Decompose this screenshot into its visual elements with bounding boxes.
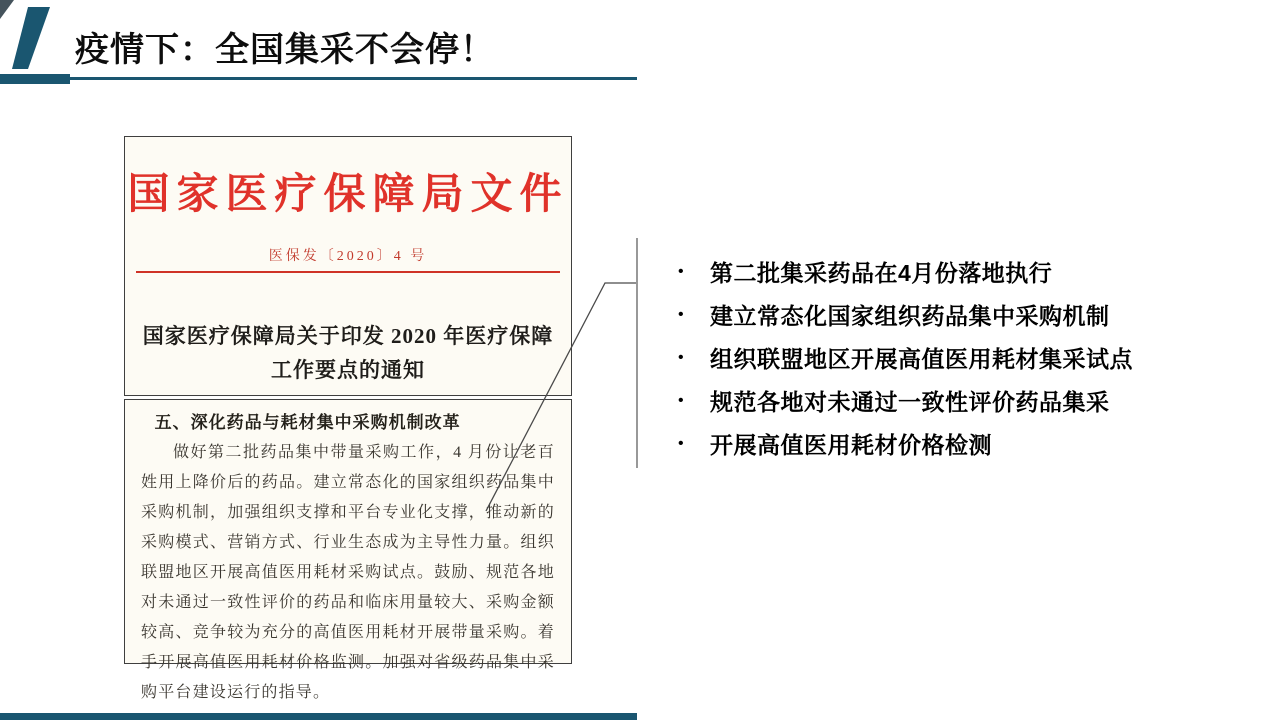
bottom-accent-bar — [0, 713, 637, 720]
bullet-dot-icon: • — [678, 391, 684, 409]
title-accent-bar — [0, 74, 70, 84]
document-notice-title-line2: 工作要点的通知 — [271, 358, 425, 382]
document-letterhead-box — [124, 136, 572, 396]
bullet-label: 第二批集采药品在4月份落地执行 — [710, 260, 1053, 286]
document-section-heading: 五、深化药品与耗材集中采购机制改革 — [154, 413, 461, 432]
bullet-dot-icon: • — [678, 262, 684, 280]
bullet-dot-icon: • — [678, 305, 684, 323]
list-item — [678, 379, 1133, 422]
bullet-dot-icon: • — [678, 434, 684, 452]
list-item — [678, 293, 1133, 336]
document-body-box — [124, 399, 572, 701]
document-notice-title-line1: 国家医疗保障局关于印发 2020 年医疗保障 — [142, 324, 554, 348]
document-letterhead-title: 国家医疗保障局文件 — [127, 172, 569, 218]
list-item — [678, 336, 1133, 379]
page-title: 疫情下：全国集采不会停！ — [75, 31, 495, 69]
bullet-label: 建立常态化国家组织药品集中采购机制 — [710, 303, 1110, 329]
list-item — [678, 250, 1133, 293]
document-number: 医保发〔2020〕4 号 — [268, 249, 428, 264]
bullet-label: 开展高值医用耗材价格检测 — [710, 432, 992, 458]
document-body-text: 做好第二批药品集中带量采购工作，4 月份让老百姓用上降价后的药品。建立常态化的国家组织药品集中采购机制，加强组织支撑和平台专业化支撑，推动新的采购模式、营销方式、行业生态成为主导性力量。组织联盟地区开展高值医用耗材采购试点。鼓励、规范各地对未通过一致性评价的药品和临床用量较大、采购金额较高、竞争较为充分的高值医用耗材开展带量采购。着手开展高值医用耗材价格监测。加强对省级药品集中采购平台建设运行的指导。 — [141, 444, 555, 701]
document-notice-title — [125, 319, 571, 387]
document-red-divider — [136, 271, 560, 273]
document-scan — [124, 136, 572, 701]
bullet-label: 规范各地对未通过一致性评价药品集采 — [710, 389, 1110, 415]
title-slash-icon — [0, 0, 60, 80]
title-underline — [70, 77, 637, 80]
key-points-list — [678, 250, 1133, 465]
bullet-dot-icon: • — [678, 348, 684, 366]
bullet-label: 组织联盟地区开展高值医用耗材集采试点 — [710, 346, 1133, 372]
list-item — [678, 422, 1133, 465]
